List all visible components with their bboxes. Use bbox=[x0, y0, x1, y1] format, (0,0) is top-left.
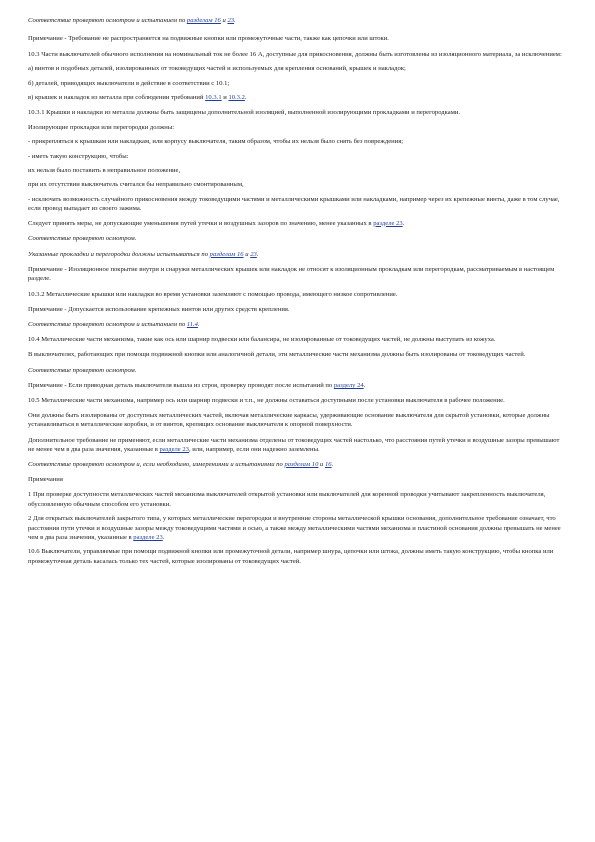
section-link[interactable]: 16 bbox=[325, 460, 332, 468]
paragraph-text: в) крышек и накладок из металла при соблюдении требований bbox=[28, 94, 206, 102]
paragraph bbox=[28, 152, 567, 161]
paragraph bbox=[28, 335, 567, 344]
paragraph-text: . bbox=[244, 94, 247, 102]
paragraph-text: при их отсутствии выключатель считался бы неправильно смонтированным, bbox=[28, 181, 244, 189]
paragraph bbox=[28, 290, 567, 299]
paragraph bbox=[28, 137, 567, 146]
paragraph-text: 10.3.2 Металлические крышки или накладки во время установки заземляют с помощью провода, имеющего низкое сопротивление. bbox=[28, 290, 398, 298]
paragraph bbox=[28, 514, 567, 542]
paragraph bbox=[28, 79, 567, 88]
paragraph bbox=[28, 305, 567, 314]
section-link[interactable]: 23 bbox=[227, 17, 235, 24]
paragraph bbox=[28, 93, 567, 102]
paragraph-text: . bbox=[363, 382, 366, 390]
paragraph-text: и bbox=[221, 94, 229, 102]
paragraph-text: б) деталей, приводящих выключатели в действие в соответствии с 10.1; bbox=[28, 79, 230, 87]
paragraph-text: Указанные прокладки и перегородки должны испытываться по bbox=[28, 250, 210, 258]
paragraph bbox=[28, 108, 567, 117]
paragraph-text: Соответствие проверяют осмотром. bbox=[28, 366, 137, 374]
paragraph bbox=[28, 366, 567, 375]
paragraph-text: Примечание - Требование не распространяется на подвижные кнопки или промежуточные части, также как цепочки или штоки. bbox=[28, 35, 389, 43]
paragraph-text: 10.4 Металлические части механизма, такие как ось или шарнир подвески или балансира, не изолированные от токоведущих частей, не должны выступать из кожуха. bbox=[28, 335, 496, 343]
paragraph-text: Примечания bbox=[28, 476, 63, 483]
paragraph-text: , или, например, если они надежно заземлены. bbox=[188, 446, 320, 454]
paragraph-text: - иметь такую конструкцию, чтобы: bbox=[28, 152, 129, 160]
paragraph bbox=[28, 396, 567, 405]
section-link[interactable]: разделе 23 bbox=[373, 219, 403, 227]
paragraph-text: - прикрепляться к крышкам или накладкам, или корпусу выключателя, таким образом, чтобы их нельзя было снять без повреждения; bbox=[28, 138, 404, 146]
paragraph-text: 10.3.1 Крышки и накладки из металла должны быть защищены дополнительной изоляцией, выполненной изолирующими прокладками и перегородками. bbox=[28, 109, 461, 117]
section-link[interactable]: разделу 24 bbox=[333, 382, 364, 390]
paragraph bbox=[28, 250, 567, 259]
paragraph-text: и bbox=[243, 250, 251, 258]
paragraph bbox=[28, 547, 567, 566]
paragraph bbox=[28, 436, 567, 455]
paragraph bbox=[28, 64, 567, 73]
paragraph bbox=[28, 123, 567, 132]
section-link[interactable]: 23 bbox=[250, 250, 257, 258]
paragraph-text: 2 Для открытых выключателей закрытого типа, у которых металлические перегородки и внутренние стороны металлической крышки основания, дополнительное требование означает, что расстояния пути утечки и воздушные зазоры между токоведущими частями и осью, а также между металлическими частями механизма и пластиной основания должны превышать не менее чем в два раза значения, указанные в bbox=[28, 515, 561, 542]
paragraph-text: . bbox=[234, 17, 236, 24]
paragraph-text: Примечание - Изоляционное покрытие внутри и снаружи металлических крышек или накладок не относят к изоляционным прокладкам или перегородкам, рассматриваемым в настоящем разделе. bbox=[28, 265, 555, 283]
paragraph-text: Соответствие проверяют осмотром и испытанием по bbox=[28, 17, 187, 24]
paragraph-text: . bbox=[162, 534, 165, 542]
paragraph bbox=[28, 411, 567, 430]
paragraph-text: 10.6 Выключатели, управляемые при помощи подвижной кнопки или промежуточной детали, например шнура, цепочки или штока, должны иметь такую конструкцию, чтобы кнопка или промежуточная деталь касалась только тех частей, которые изолированы от токоведущих частей. bbox=[28, 548, 554, 565]
paragraph bbox=[28, 219, 567, 228]
paragraph-text: Примечание - Если приводная деталь выключателя вышла из строя, проверку проводят после испытаний по bbox=[28, 382, 334, 390]
paragraph-text: . bbox=[256, 250, 259, 258]
paragraph-text: . bbox=[197, 320, 200, 328]
paragraph-text: и bbox=[318, 460, 325, 468]
section-link[interactable]: разделе 23 bbox=[159, 446, 189, 454]
paragraph bbox=[28, 265, 567, 284]
paragraph bbox=[28, 475, 567, 484]
paragraph-text: Следует принять меры, не допускающие уменьшения путей утечки и воздушных зазоров по значению, менее указанных в bbox=[28, 219, 374, 227]
paragraph-text: . bbox=[402, 219, 405, 227]
paragraph bbox=[28, 234, 567, 243]
paragraph bbox=[28, 381, 567, 390]
paragraph bbox=[28, 34, 567, 43]
paragraph-text: их нельзя было поставить в неправильное положение, bbox=[28, 167, 181, 175]
section-link[interactable]: 11.4 bbox=[186, 320, 198, 328]
paragraph bbox=[28, 50, 567, 59]
paragraph-text: Примечание - Допускается использование крепежных винтов или других средств крепления. bbox=[28, 306, 290, 314]
paragraph bbox=[28, 166, 567, 175]
section-link[interactable]: разделе 23 bbox=[133, 534, 163, 542]
paragraph-text: . bbox=[331, 460, 334, 468]
paragraph-text: Они должны быть изолированы от доступных металлических частей, включая металлические каркасы, удерживающие основание выключателя для скрытой установки, которые должны устанавливаться в металлические коробки, и от винтов, крепящих основание выключателя к опорной поверхности. bbox=[28, 411, 550, 429]
section-link[interactable]: разделам 16 bbox=[209, 250, 244, 258]
paragraph-text: - исключать возможность случайного прикосновения между токоведущими частями и металлическими крышками или накладками, например через их крепежные винты, даже в том случае, если провод выпадает из своего зажима. bbox=[28, 195, 560, 213]
paragraph-text: а) винтов и подобных деталей, изолированных от токоведущих частей и используемых для крепления оснований, крышек и накладок; bbox=[28, 65, 406, 73]
section-link[interactable]: 10.3.1 bbox=[205, 94, 222, 102]
paragraph-text: 1 При проверке доступности металлических частей механизма выключателей открытой установки или выключателей для коренной проводки учитывают закрепленность выключателя, обусловленную обычным способом его установки. bbox=[28, 491, 546, 508]
paragraph bbox=[28, 16, 567, 25]
paragraph-text: Изолирующие прокладки или перегородки должны: bbox=[28, 123, 175, 131]
paragraph-text: Соответствие проверяют осмотром и испытанием по bbox=[28, 320, 187, 328]
paragraph bbox=[28, 180, 567, 189]
paragraph bbox=[28, 350, 567, 359]
section-link[interactable]: 10.3.2 bbox=[228, 94, 245, 102]
paragraph-text: В выключателях, работающих при помощи подвижной кнопки или аналогичной детали, эти металлические части механизма должны быть изолированы от токоведущих частей. bbox=[28, 351, 526, 359]
paragraph bbox=[28, 460, 567, 469]
paragraph-text: 10.3 Части выключателей обычного исполнения на номинальный ток не более 16 А, доступные для прикосновения, должны быть изготовлены из изоляционного материала, за исключением: bbox=[28, 50, 562, 58]
paragraph bbox=[28, 490, 567, 509]
section-link[interactable]: разделам 16 bbox=[186, 17, 221, 24]
section-link[interactable]: разделам 10 bbox=[284, 460, 319, 468]
paragraph-text: Дополнительное требование не применяют, если металлические части механизма отделены от токоведущих частей настолько, что расстояния путей утечки и воздушные зазоры превышают не менее чем в два раза значения, указанные в bbox=[28, 436, 560, 454]
paragraph-text: Соответствие проверяют осмотром. bbox=[28, 235, 137, 243]
paragraph-text: Соответствие проверяют осмотром и, если необходимо, измерениями и испытаниями по bbox=[28, 460, 285, 468]
paragraph bbox=[28, 320, 567, 329]
paragraph-text: и bbox=[220, 17, 228, 24]
paragraph bbox=[28, 195, 567, 214]
paragraph-text: 10.5 Металлические части механизма, например ось или шарнир подвески и т.п., не должны оставаться доступными после установки выключателя в рабочее положение. bbox=[28, 396, 505, 404]
